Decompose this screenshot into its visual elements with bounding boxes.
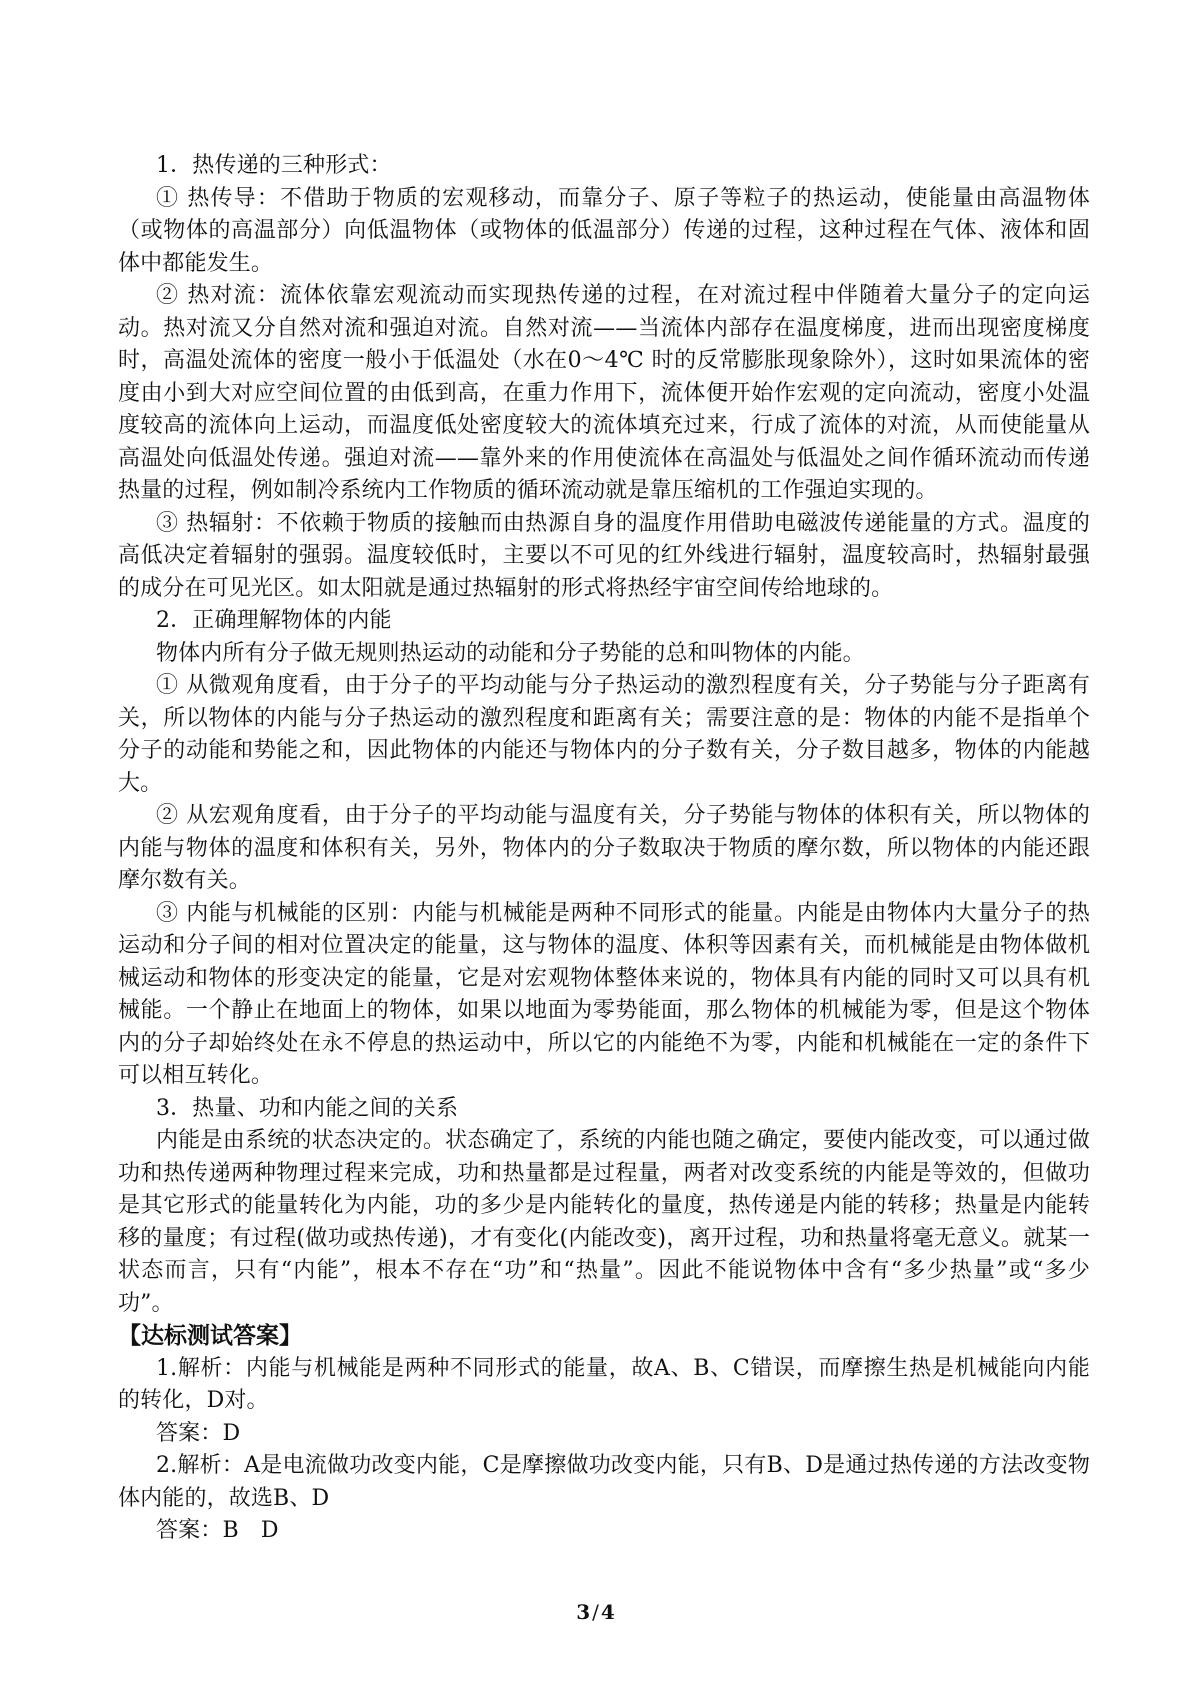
heat-conduction-paragraph: ① 热传导：不借助于物质的宏观移动，而靠分子、原子等粒子的热运动，使能量由高温物体（或物体的高温部分）向低温物体（或物体的低温部分）传递的过程，这种过程在气体、液体和固体中都能发生。	[118, 185, 1090, 276]
document-body	[118, 150, 1090, 1548]
section-2-title: 2．正确理解物体的内能	[156, 608, 392, 633]
internal-vs-mechanical-paragraph: ③ 内能与机械能的区别：内能与机械能是两种不同形式的能量。内能是由物体内大量分子的热运动和分子间的相对位置决定的能量，这与物体的温度、体积等因素有关，而机械能是由物体做机械运动和物体的形变决定的能量，它是对宏观物体整体来说的，物体具有内能的同时又可以具有机械能。一个静止在地面上的物体，如果以地面为零势能面，那么物体的机械能为零，但是这个物体内的分子却始终处在永不停息的热运动中，所以它的内能绝不为零，内能和机械能在一定的条件下可以相互转化。	[118, 900, 1090, 1088]
page-number	[0, 1600, 1191, 1624]
total-pages-number: 4	[600, 1600, 615, 1624]
microscopic-view-paragraph: ① 从微观角度看，由于分子的平均动能与分子热运动的激烈程度有关，分子势能与分子距离有关，所以物体的内能与分子热运动的激烈程度和距离有关；需要注意的是：物体的内能不是指单个分子的动能和势能之和，因此物体的内能还与物体内的分子数有关，分子数目越多，物体的内能越大。	[118, 673, 1090, 796]
answers-heading: 【达标测试答案】	[118, 1323, 302, 1349]
internal-energy-definition: 物体内所有分子做无规则热运动的动能和分子势能的总和叫物体的内能。	[156, 640, 865, 666]
current-page-number: 3	[576, 1600, 591, 1624]
answer-2-analysis: 2.解析：A是电流做功改变内能，C是摩擦做功改变内能，只有B、D是通过热传递的方法改变物体内能的，故选B、D	[118, 1453, 1090, 1511]
page-separator: /	[592, 1600, 599, 1624]
answer-2-result: 答案：B D	[156, 1518, 279, 1543]
section-1-title: 1．热传递的三种形式：	[156, 153, 392, 178]
heat-radiation-paragraph: ③ 热辐射：不依赖于物质的接触而由热源自身的温度作用借助电磁波传递能量的方式。温度的高低决定着辐射的强弱。温度较低时，主要以不可见的红外线进行辐射，温度较高时，热辐射最强的成分在可见光区。如太阳就是通过热辐射的形式将热经宇宙空间传给地球的。	[118, 510, 1090, 601]
heat-work-energy-paragraph: 内能是由系统的状态决定的。状态确定了，系统的内能也随之确定，要使内能改变，可以通过做功和热传递两种物理过程来完成，功和热量都是过程量，两者对改变系统的内能是等效的，但做功是其它形式的能量转化为内能，功的多少是内能转化的量度，热传递是内能的转移；热量是内能转移的量度；有过程(做功或热传递)，才有变化(内能改变)，离开过程，功和热量将毫无意义。就某一状态而言，只有“内能”，根本不存在“功”和“热量”。因此不能说物体中含有“多少热量”或“多少功”。	[118, 1128, 1090, 1316]
section-3-title: 3．热量、功和内能之间的关系	[156, 1095, 459, 1121]
heat-convection-paragraph: ② 热对流：流体依靠宏观流动而实现热传递的过程，在对流过程中伴随着大量分子的定向运动。热对流又分自然对流和强迫对流。自然对流——当流体内部存在温度梯度，进而出现密度梯度时，高温处流体的密度一般小于低温处（水在0～4℃ 时的反常膨胀现象除外），这时如果流体的密度由小到大对应空间位置的由低到高，在重力作用下，流体便开始作宏观的定向流动，密度小处温度较高的流体向上运动，而温度低处密度较大的流体填充过来，行成了流体的对流，从而使能量从高温处向低温处传递。强迫对流——靠外来的作用使流体在高温处与低温处之间作循环流动而传递热量的过程，例如制冷系统内工作物质的循环流动就是靠压缩机的工作强迫实现的。	[118, 283, 1090, 503]
macroscopic-view-paragraph: ② 从宏观角度看，由于分子的平均动能与温度有关，分子势能与物体的体积有关，所以物体的内能与物体的温度和体积有关，另外，物体内的分子数取决于物质的摩尔数，所以物体的内能还跟摩尔数有关。	[118, 803, 1090, 893]
answer-1-analysis: 1.解析：内能与机械能是两种不同形式的能量，故A、B、C错误，而摩擦生热是机械能向内能的转化，D对。	[118, 1355, 1090, 1413]
answer-1-result: 答案：D	[156, 1420, 241, 1446]
